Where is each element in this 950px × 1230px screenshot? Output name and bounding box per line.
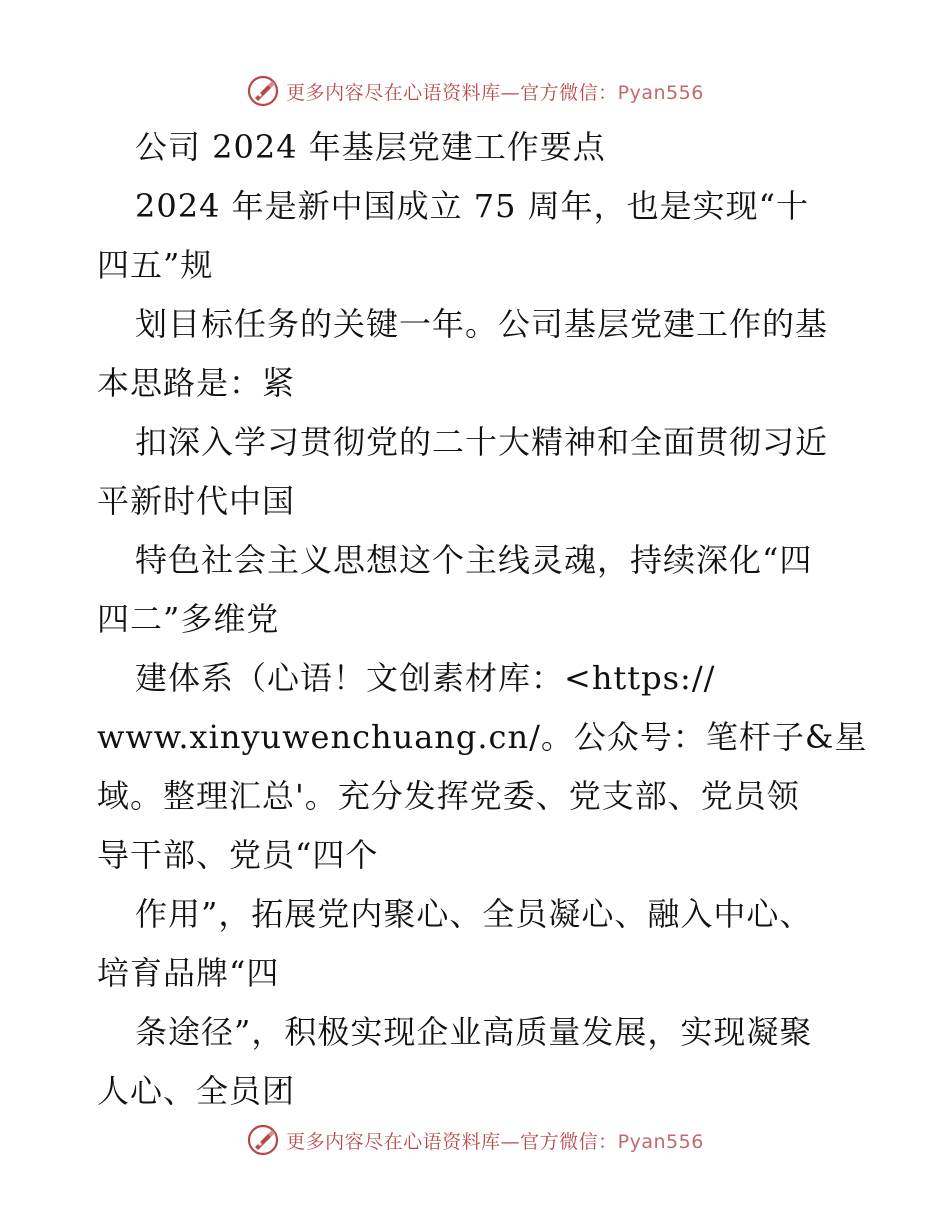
paragraph-line: 四二”多维党 [97,600,280,638]
paragraph-line: 扣深入学习贯彻党的二十大精神和全面贯彻习近 [135,423,829,461]
banner-text: 更多内容尽在心语资料库—官方微信：Pyan556 [286,1130,704,1153]
pen-nib-logo-icon [246,74,280,108]
header-watermark-banner [0,71,950,111]
document-title: 公司 2024 年基层党建工作要点 [135,128,606,166]
paragraph-line: 域。整理汇总'。充分发挥党委、党支部、党员领 [97,777,800,815]
paragraph-line: 作用”，拓展党内聚心、全员凝心、融入中心、 [135,895,813,933]
paragraph-line: 导干部、党员“四个 [97,836,379,874]
paragraph-line: 条途径”，积极实现企业高质量发展，实现凝聚 [135,1013,813,1051]
paragraph-line: 2024 年是新中国成立 75 周年，也是实现“十 [135,187,810,225]
document-body [97,118,867,1121]
paragraph-line: 本思路是：紧 [97,364,296,402]
paragraph-line: 人心、全员团 [97,1072,296,1110]
paragraph-line: 建体系（心语！文创素材库：<https:// [135,659,716,697]
paragraph-line: 培育品牌“四 [97,954,280,992]
paragraph-line-url: www.xinyuwenchuang.cn/。公众号：笔杆子&星 [97,718,868,756]
paragraph-line: 四五”规 [97,246,214,284]
footer-watermark-banner [0,1120,950,1160]
paragraph-line: 特色社会主义思想这个主线灵魂，持续深化“四 [135,541,813,579]
banner-text: 更多内容尽在心语资料库—官方微信：Pyan556 [286,81,704,104]
paragraph-line: 划目标任务的关键一年。公司基层党建工作的基 [135,305,829,343]
pen-nib-logo-icon [246,1123,280,1157]
paragraph-line: 平新时代中国 [97,482,296,520]
